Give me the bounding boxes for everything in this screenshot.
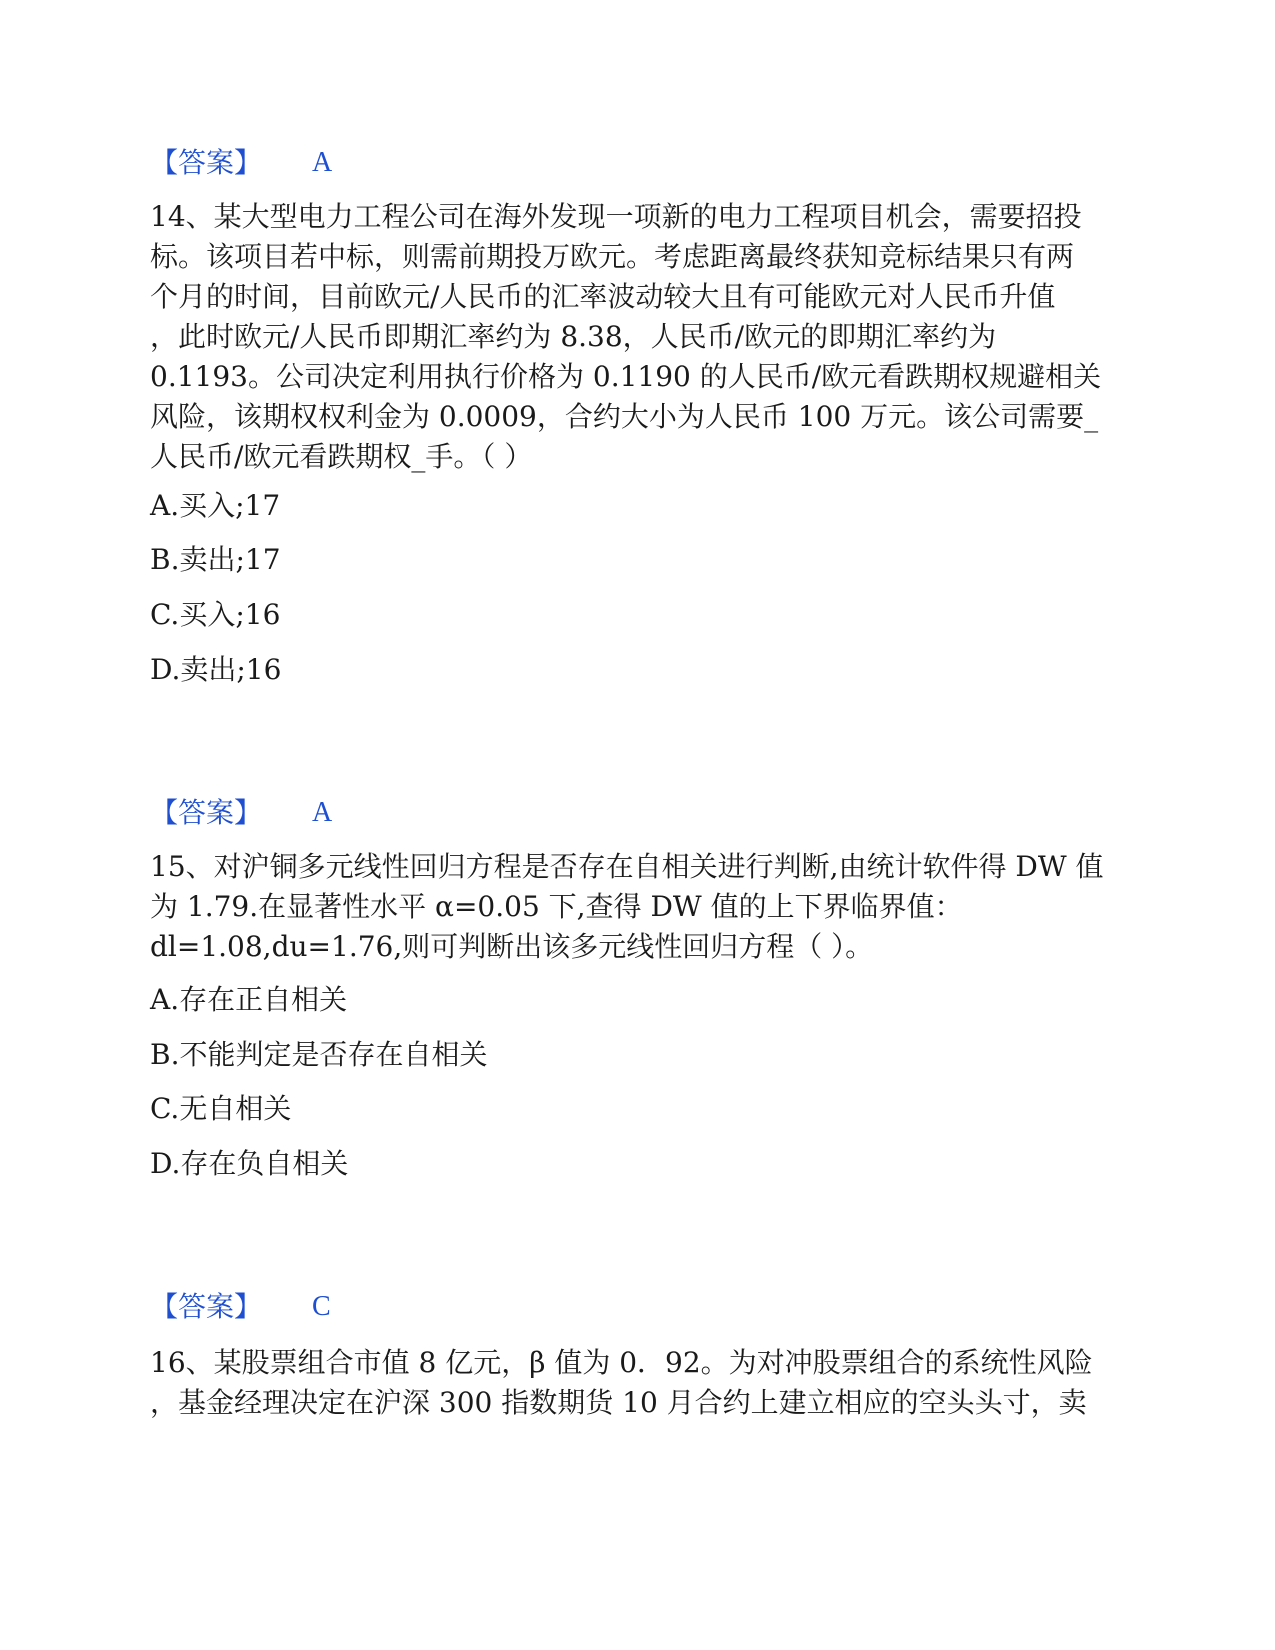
- option-b: B.卖出;17: [150, 543, 281, 576]
- option-d: D.存在负自相关: [150, 1147, 349, 1180]
- question-14: [150, 197, 1125, 477]
- question-text-line: dl=1.08,du=1.76,则可判断出该多元线性回归方程（ ）。: [150, 930, 874, 963]
- question-text-line: 为 1.79.在显著性水平 α=0.05 下,查得 DW 值的上下界临界值：: [150, 890, 963, 923]
- answer-label: 【答案】: [150, 146, 263, 179]
- question-15: [150, 847, 1125, 967]
- answer-line: [150, 1289, 331, 1325]
- answer-value: A: [312, 797, 333, 828]
- option-b: B.不能判定是否存在自相关: [150, 1038, 488, 1071]
- question-text-line: 标。该项目若中标，则需前期投万欧元。考虑距离最终获知竞标结果只有两: [150, 240, 1075, 273]
- question-16: [150, 1343, 1125, 1423]
- option-c: C.买入;16: [150, 598, 281, 631]
- option-c: C.无自相关: [150, 1092, 292, 1125]
- answer-line: [150, 795, 333, 831]
- option-a: A.买入;17: [150, 489, 281, 522]
- answer-line: [150, 145, 333, 181]
- question-text-line: 16、某股票组合市值 8 亿元，β 值为 0．92。为对冲股票组合的系统性风险: [150, 1346, 1093, 1379]
- answer-label: 【答案】: [150, 1290, 263, 1323]
- option-a: A.存在正自相关: [150, 983, 348, 1016]
- question-text-line: ，此时欧元/人民币即期汇率约为 8.38，人民币/欧元的即期汇率约为: [150, 320, 997, 353]
- question-text-line: 15、对沪铜多元线性回归方程是否存在自相关进行判断,由统计软件得 DW 值: [150, 850, 1104, 883]
- question-text-line: 人民币/欧元看跌期权_手。（ ）: [150, 440, 533, 473]
- answer-label: 【答案】: [150, 796, 263, 829]
- question-text-line: ，基金经理决定在沪深 300 指数期货 10 月合约上建立相应的空头头寸，卖: [150, 1386, 1087, 1419]
- answer-value: A: [312, 147, 333, 178]
- question-text-line: 0.1193。公司决定利用执行价格为 0.1190 的人民币/欧元看跌期权规避相关: [150, 360, 1102, 393]
- option-d: D.卖出;16: [150, 653, 282, 686]
- question-text-line: 14、某大型电力工程公司在海外发现一项新的电力工程项目机会，需要招投: [150, 200, 1082, 233]
- question-text-line: 风险，该期权权利金为 0.0009，合约大小为人民币 100 万元。该公司需要_: [150, 400, 1099, 433]
- answer-value: C: [312, 1291, 331, 1322]
- question-text-line: 个月的时间，目前欧元/人民币的汇率波动较大且有可能欧元对人民币升值: [150, 280, 1056, 313]
